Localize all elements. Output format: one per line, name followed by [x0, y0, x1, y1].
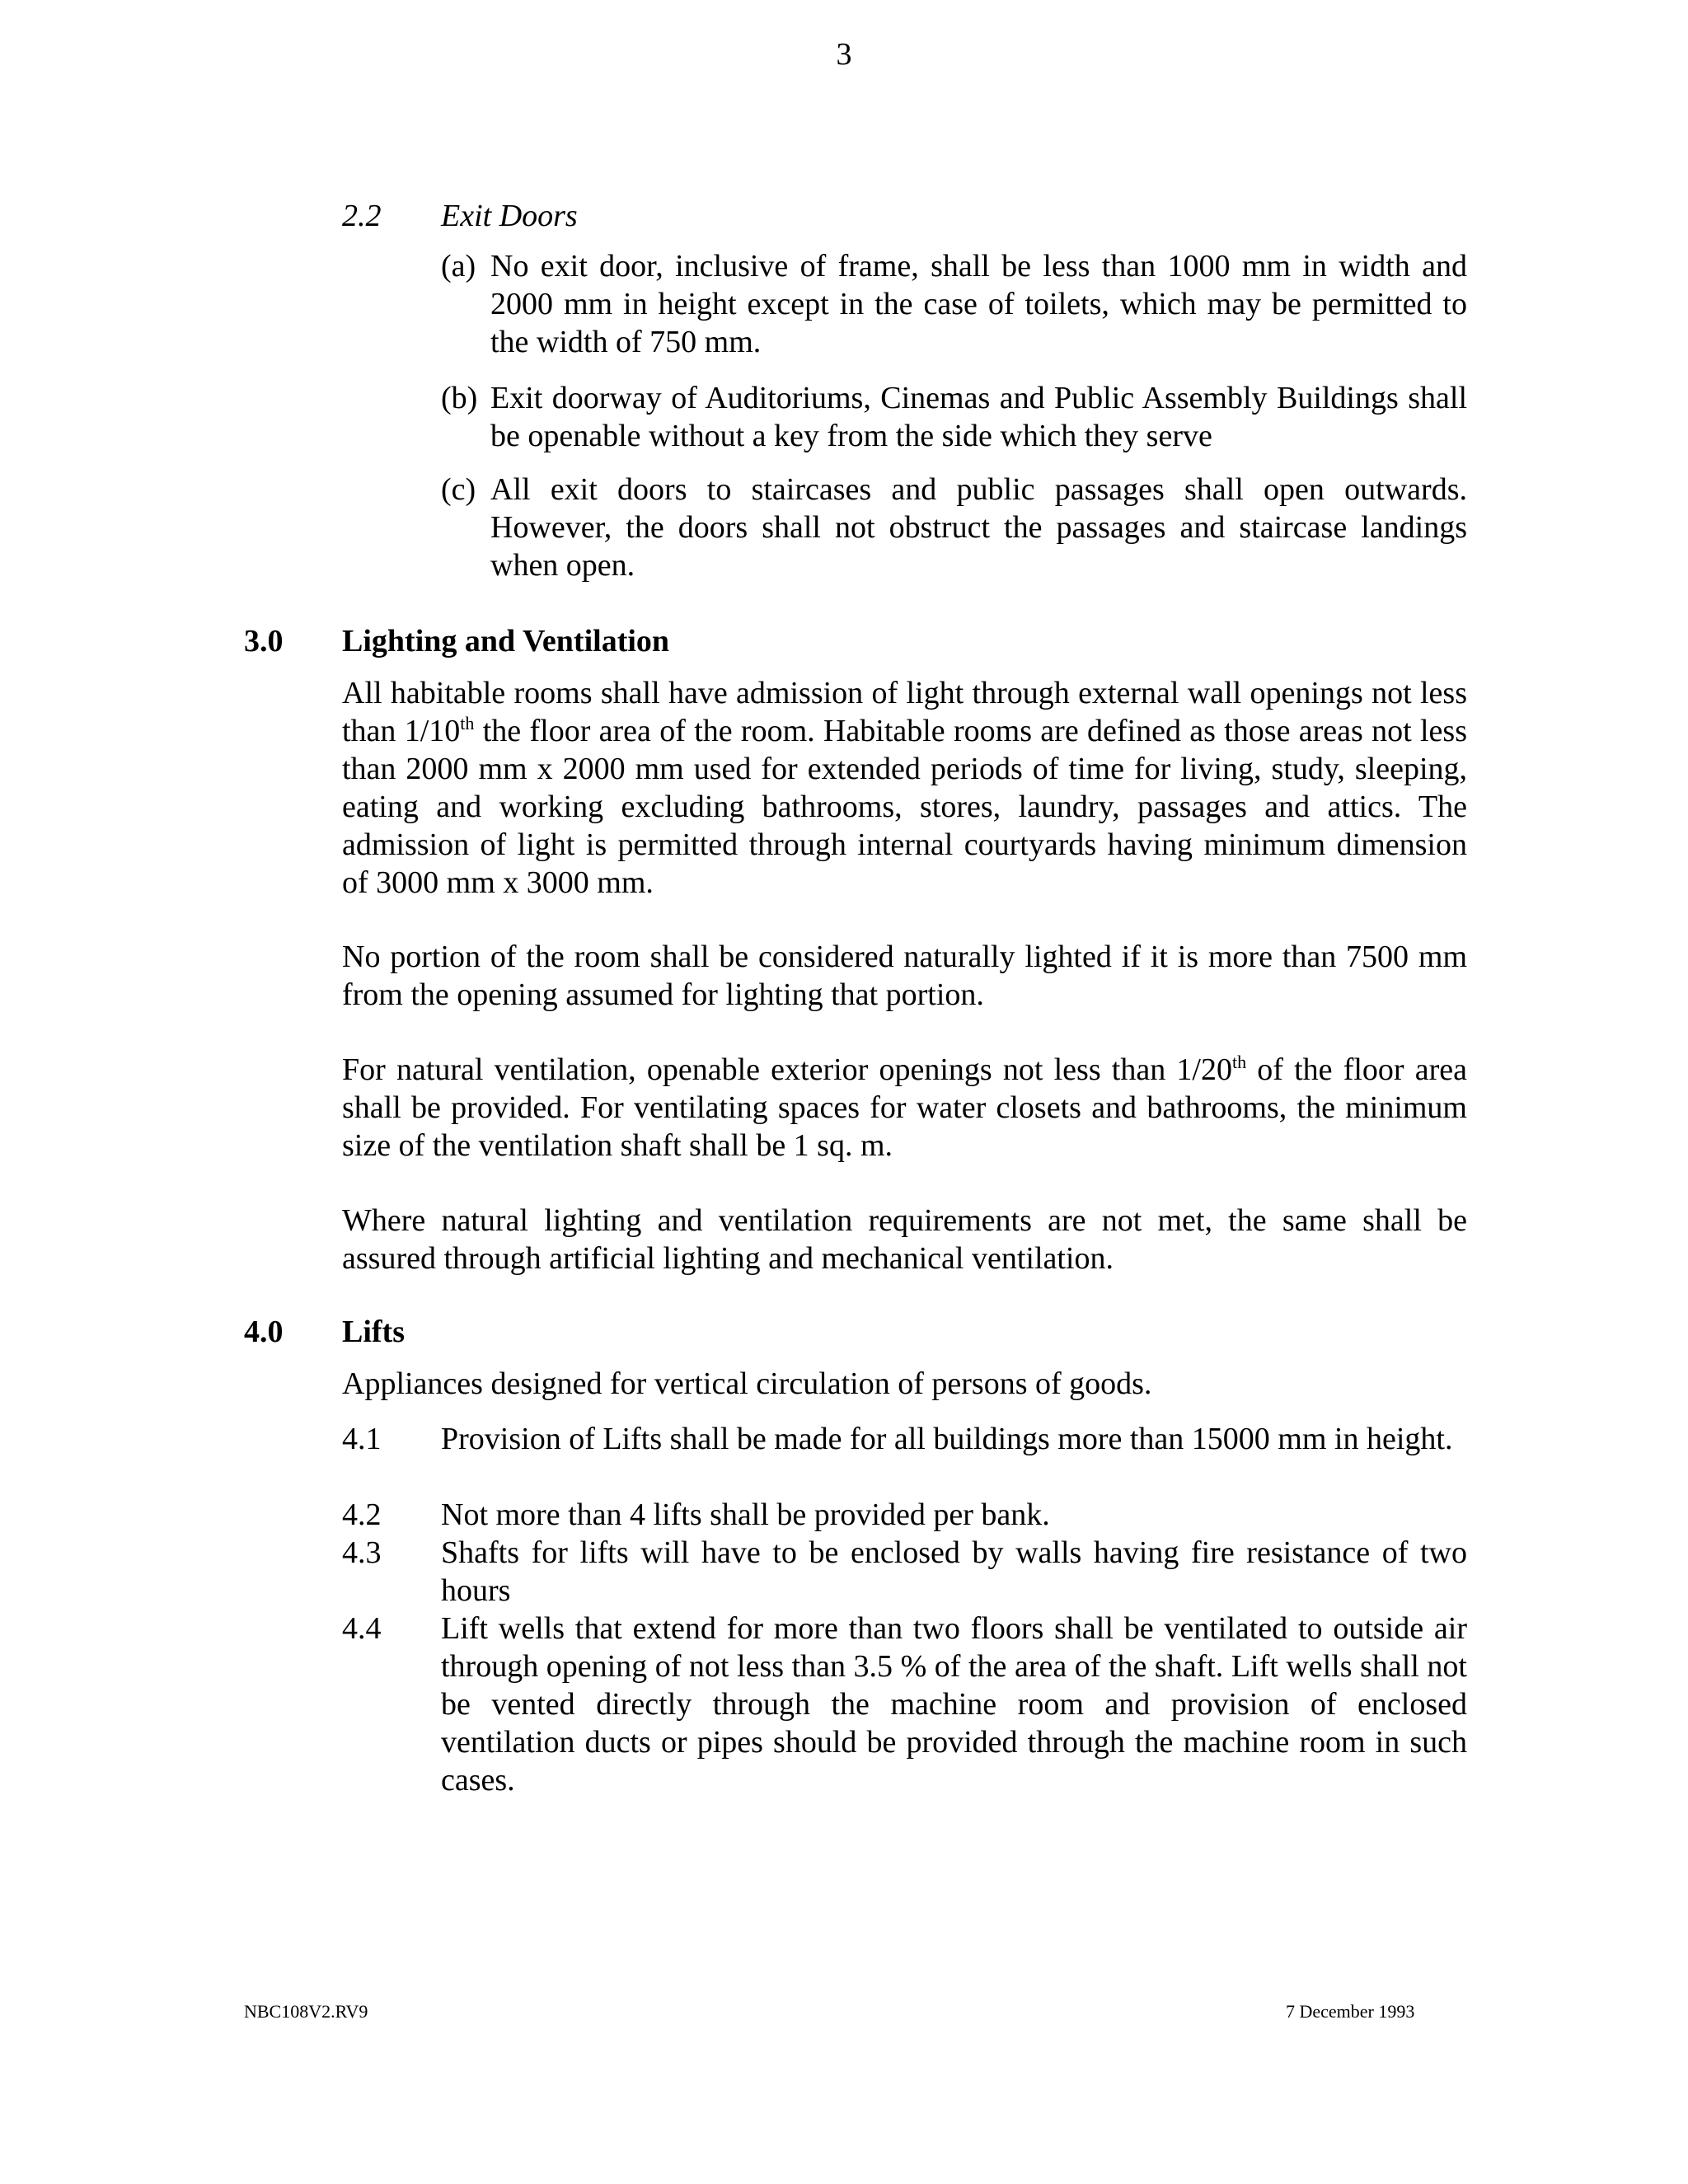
paragraph-text: of the floor area shall be provided. For ventilating spaces for water closets and bathrooms, the minimum size of the ventilation shaft shall be 1 sq. m. [342, 1052, 1467, 1163]
subsection-title: Exit Doors [441, 199, 578, 233]
paragraph-text: the floor area of the room. Habitable rooms are defined as those areas not less than 2000 mm x 2000 mm used for extended periods of time for living, study, sleeping, eating and working excluding bathrooms, stores, laundry, passages and attics. The admission of light is permitted through internal courtyards having minimum dimension of 3000 mm x 3000 mm. [342, 714, 1467, 900]
item-text: All exit doors to staircases and public passages shall open outwards. However, the doors shall not obstruct the passages and staircase landings when open. [490, 472, 1467, 583]
item-label: (a) [441, 249, 476, 284]
exit-door-item-c [441, 471, 1467, 584]
section-title: Lighting and Ventilation [342, 624, 670, 658]
lift-item-text: Not more than 4 lifts shall be provided per bank. [441, 1497, 1050, 1532]
paragraph-text: All habitable rooms shall have admission of light through external wall openings not less than 1/10 [342, 676, 1467, 748]
section-number: 4.0 [244, 1315, 284, 1349]
artificial-lighting-paragraph: Where natural lighting and ventilation requirements are not met, the same shall be assured through artificial lighting and mechanical ventilation. [342, 1203, 1467, 1276]
lift-item-text: Provision of Lifts shall be made for all buildings more than 15000 mm in height. [441, 1422, 1453, 1456]
item-text: Exit doorway of Auditoriums, Cinemas and Public Assembly Buildings shall be openable without a key from the side which they serve [490, 381, 1467, 453]
superscript: th [460, 713, 475, 733]
exit-door-item-a [441, 247, 1467, 361]
footer-date: 7 December 1993 [1286, 2001, 1415, 2022]
subsection-number: 2.2 [342, 199, 382, 233]
lift-item-number: 4.1 [342, 1422, 382, 1456]
section-number: 3.0 [244, 624, 284, 658]
lighting-paragraph-1 [342, 674, 1467, 902]
item-label: (c) [441, 472, 476, 507]
exit-door-item-b [441, 379, 1467, 455]
paragraph-text: For natural ventilation, openable exterior openings not less than 1/20 [342, 1052, 1232, 1087]
item-text: No exit door, inclusive of frame, shall be less than 1000 mm in width and 2000 mm in height except in the case of toilets, which may be permitted to the width of 750 mm. [490, 249, 1467, 359]
superscript: th [1231, 1052, 1247, 1072]
ventilation-paragraph [342, 1051, 1467, 1165]
lift-item-number: 4.2 [342, 1497, 382, 1532]
lift-item-number: 4.3 [342, 1535, 382, 1570]
lifts-intro: Appliances designed for vertical circulation of persons of goods. [342, 1366, 1152, 1401]
lighting-paragraph-2: No portion of the room shall be considered naturally lighted if it is more than 7500 mm from the opening assumed for lighting that portion. [342, 940, 1467, 1012]
footer-document-code: NBC108V2.RV9 [244, 2001, 368, 2022]
lift-item-number: 4.4 [342, 1611, 382, 1646]
item-label: (b) [441, 381, 478, 415]
lift-item-text: Shafts for lifts will have to be enclosed by walls having fire resistance of two hours [441, 1535, 1467, 1608]
lift-item-text: Lift wells that extend for more than two floors shall be ventilated to outside air through opening of not less than 3.5 % of the area of the shaft. Lift wells shall not be vented directly through the machine room and provision of enclosed ventilation ducts or pipes should be provided through the machine room in such cases. [441, 1611, 1467, 1797]
page-number: 3 [836, 37, 852, 72]
section-title: Lifts [342, 1315, 405, 1349]
